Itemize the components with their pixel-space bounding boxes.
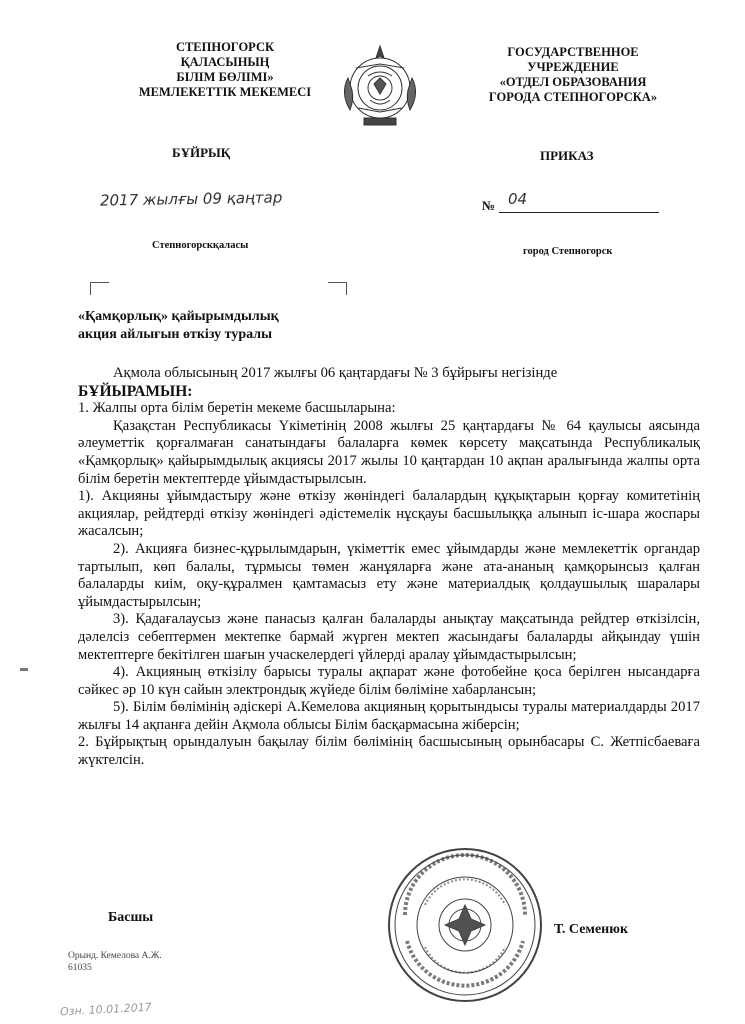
title-corner-right	[328, 282, 347, 295]
header-russian-line3: «ОТДЕЛ ОБРАЗОВАНИЯ	[499, 75, 647, 89]
header-russian-line4: ГОРОДА СТЕПНОГОРСКА»	[488, 90, 658, 104]
header-kazakh	[100, 40, 350, 100]
header-kazakh-line3: БІЛІМ БӨЛІМІ»	[176, 70, 274, 84]
header-kazakh-line4: МЕМЛЕКЕТТІК МЕКЕМЕСІ	[138, 85, 312, 99]
subitem-2: 2). Акцияға бизнес-құрылымдарын, үкіметтік емес ұйымдарды және мемлекеттік органдар тартылып, көп балалы, тұрмысы төмен жанұяларға және ата-ананың қамқорынсыз қалған балаларды киім, оқу-құралмен қамтамасыз ету және материалдық қолдаушылық шаралары ұйымдастырылсын;	[78, 540, 700, 610]
item-2: 2. Бұйрықтың орындалуын бақылау білім бөлімінің басшысының орынбасары С. Жетпісбаеваға жүктелсін.	[78, 734, 700, 769]
round-seal-stamp	[385, 845, 545, 1005]
city-kazakh: Степногорскқаласы	[152, 240, 249, 251]
handwritten-number: 04	[508, 190, 528, 208]
subitem-4: 4). Акцияның өткізілу барысы туралы ақпарат және фотобейне қоса берілген нысандарға сәйкес әр 10 күн сайын электрондық жүйеде білім бөліміне хабарлансын;	[78, 664, 700, 698]
number-underline	[499, 212, 659, 213]
city-russian: город Степногорск	[523, 246, 613, 257]
executor-phone: 61035	[68, 963, 92, 973]
header-russian	[448, 45, 698, 105]
signer-name: Т. Семенюк	[554, 922, 629, 937]
item-1-heading: 1. Жалпы орта білім беретін мекеме басшыларына:	[78, 400, 396, 417]
subitem-5: 5). Білім бөлімінің әдіскері А.Кемелова акцияның қорытындысы туралы материалдарды 2017 жылғы 14 ақпанға дейін Ақмола облысы Білім басқармасына жіберсін;	[78, 699, 700, 733]
doc-type-russian: ПРИКАЗ	[540, 148, 594, 163]
order-title-line1: «Қамқорлық» қайырымдылық	[78, 309, 279, 324]
handwritten-footer-note: Озн. 10.01.2017	[59, 1000, 152, 1019]
handwritten-date: 2017 жылғы 09 қаңтар	[99, 188, 283, 210]
executor-name: Орынд. Кемелова А.Ж.	[68, 951, 162, 961]
item-1-paragraph: Қазақстан Республикасы Үкіметінің 2008 жылғы 25 қаңтардағы № 64 қаулысы аясында әлеуметтік қорғалмаған санатындағы балаларға көмек көрсету мақсатында Республикалық «Қамқорлық» қайырымдылық акциясы 2017 жылы 10 қаңтардан 10 ақпан аралығында жалпы орта білім беретін мектептерде ұйымдастырылсын.	[78, 417, 700, 487]
command-word: БҰЙЫРАМЫН:	[78, 382, 193, 400]
subitem-3: 3). Қадағалаусыз және панасыз қалған балаларды анықтау мақсатында рейдтер өткізілсін, дәлелсіз себептермен мектепке бармай жүрген мектеп жасындағы балаларды айқындау үшін мектептерге бекітілген шағын учаскелердегі үйлерді аралау ұйымдастырылсын;	[78, 611, 700, 663]
state-emblem-icon	[338, 38, 422, 134]
header-kazakh-line1: СТЕПНОГОРСК	[175, 40, 275, 54]
intro-paragraph: Ақмола облысының 2017 жылғы 06 қаңтардағы № 3 бұйрығы негізінде	[113, 365, 558, 381]
executor-info	[68, 950, 162, 974]
margin-mark	[20, 668, 28, 671]
signer-position: Басшы	[108, 910, 154, 925]
doc-type-kazakh: БҰЙРЫҚ	[172, 145, 231, 160]
header-russian-line2: УЧРЕЖДЕНИЕ	[527, 60, 619, 74]
header-kazakh-line2: ҚАЛАСЫНЫҢ	[180, 55, 270, 69]
order-body	[78, 365, 700, 770]
subitem-1: 1). Акцияны ұйымдастыру және өткізу жөніндегі балалардың құқықтарын қорғау комитетінің акциялар, рейдтерді өткізу жөніндегі әдістемелік нұсқауы басшылыққа алынып іс-шара жоспары жасалсын;	[78, 488, 700, 540]
order-title	[78, 308, 279, 344]
number-label: №	[482, 198, 496, 213]
title-corner-left	[90, 282, 109, 295]
header-russian-line1: ГОСУДАРСТВЕННОЕ	[507, 45, 639, 59]
order-title-line2: акция айлығын өткізу туралы	[78, 327, 273, 342]
